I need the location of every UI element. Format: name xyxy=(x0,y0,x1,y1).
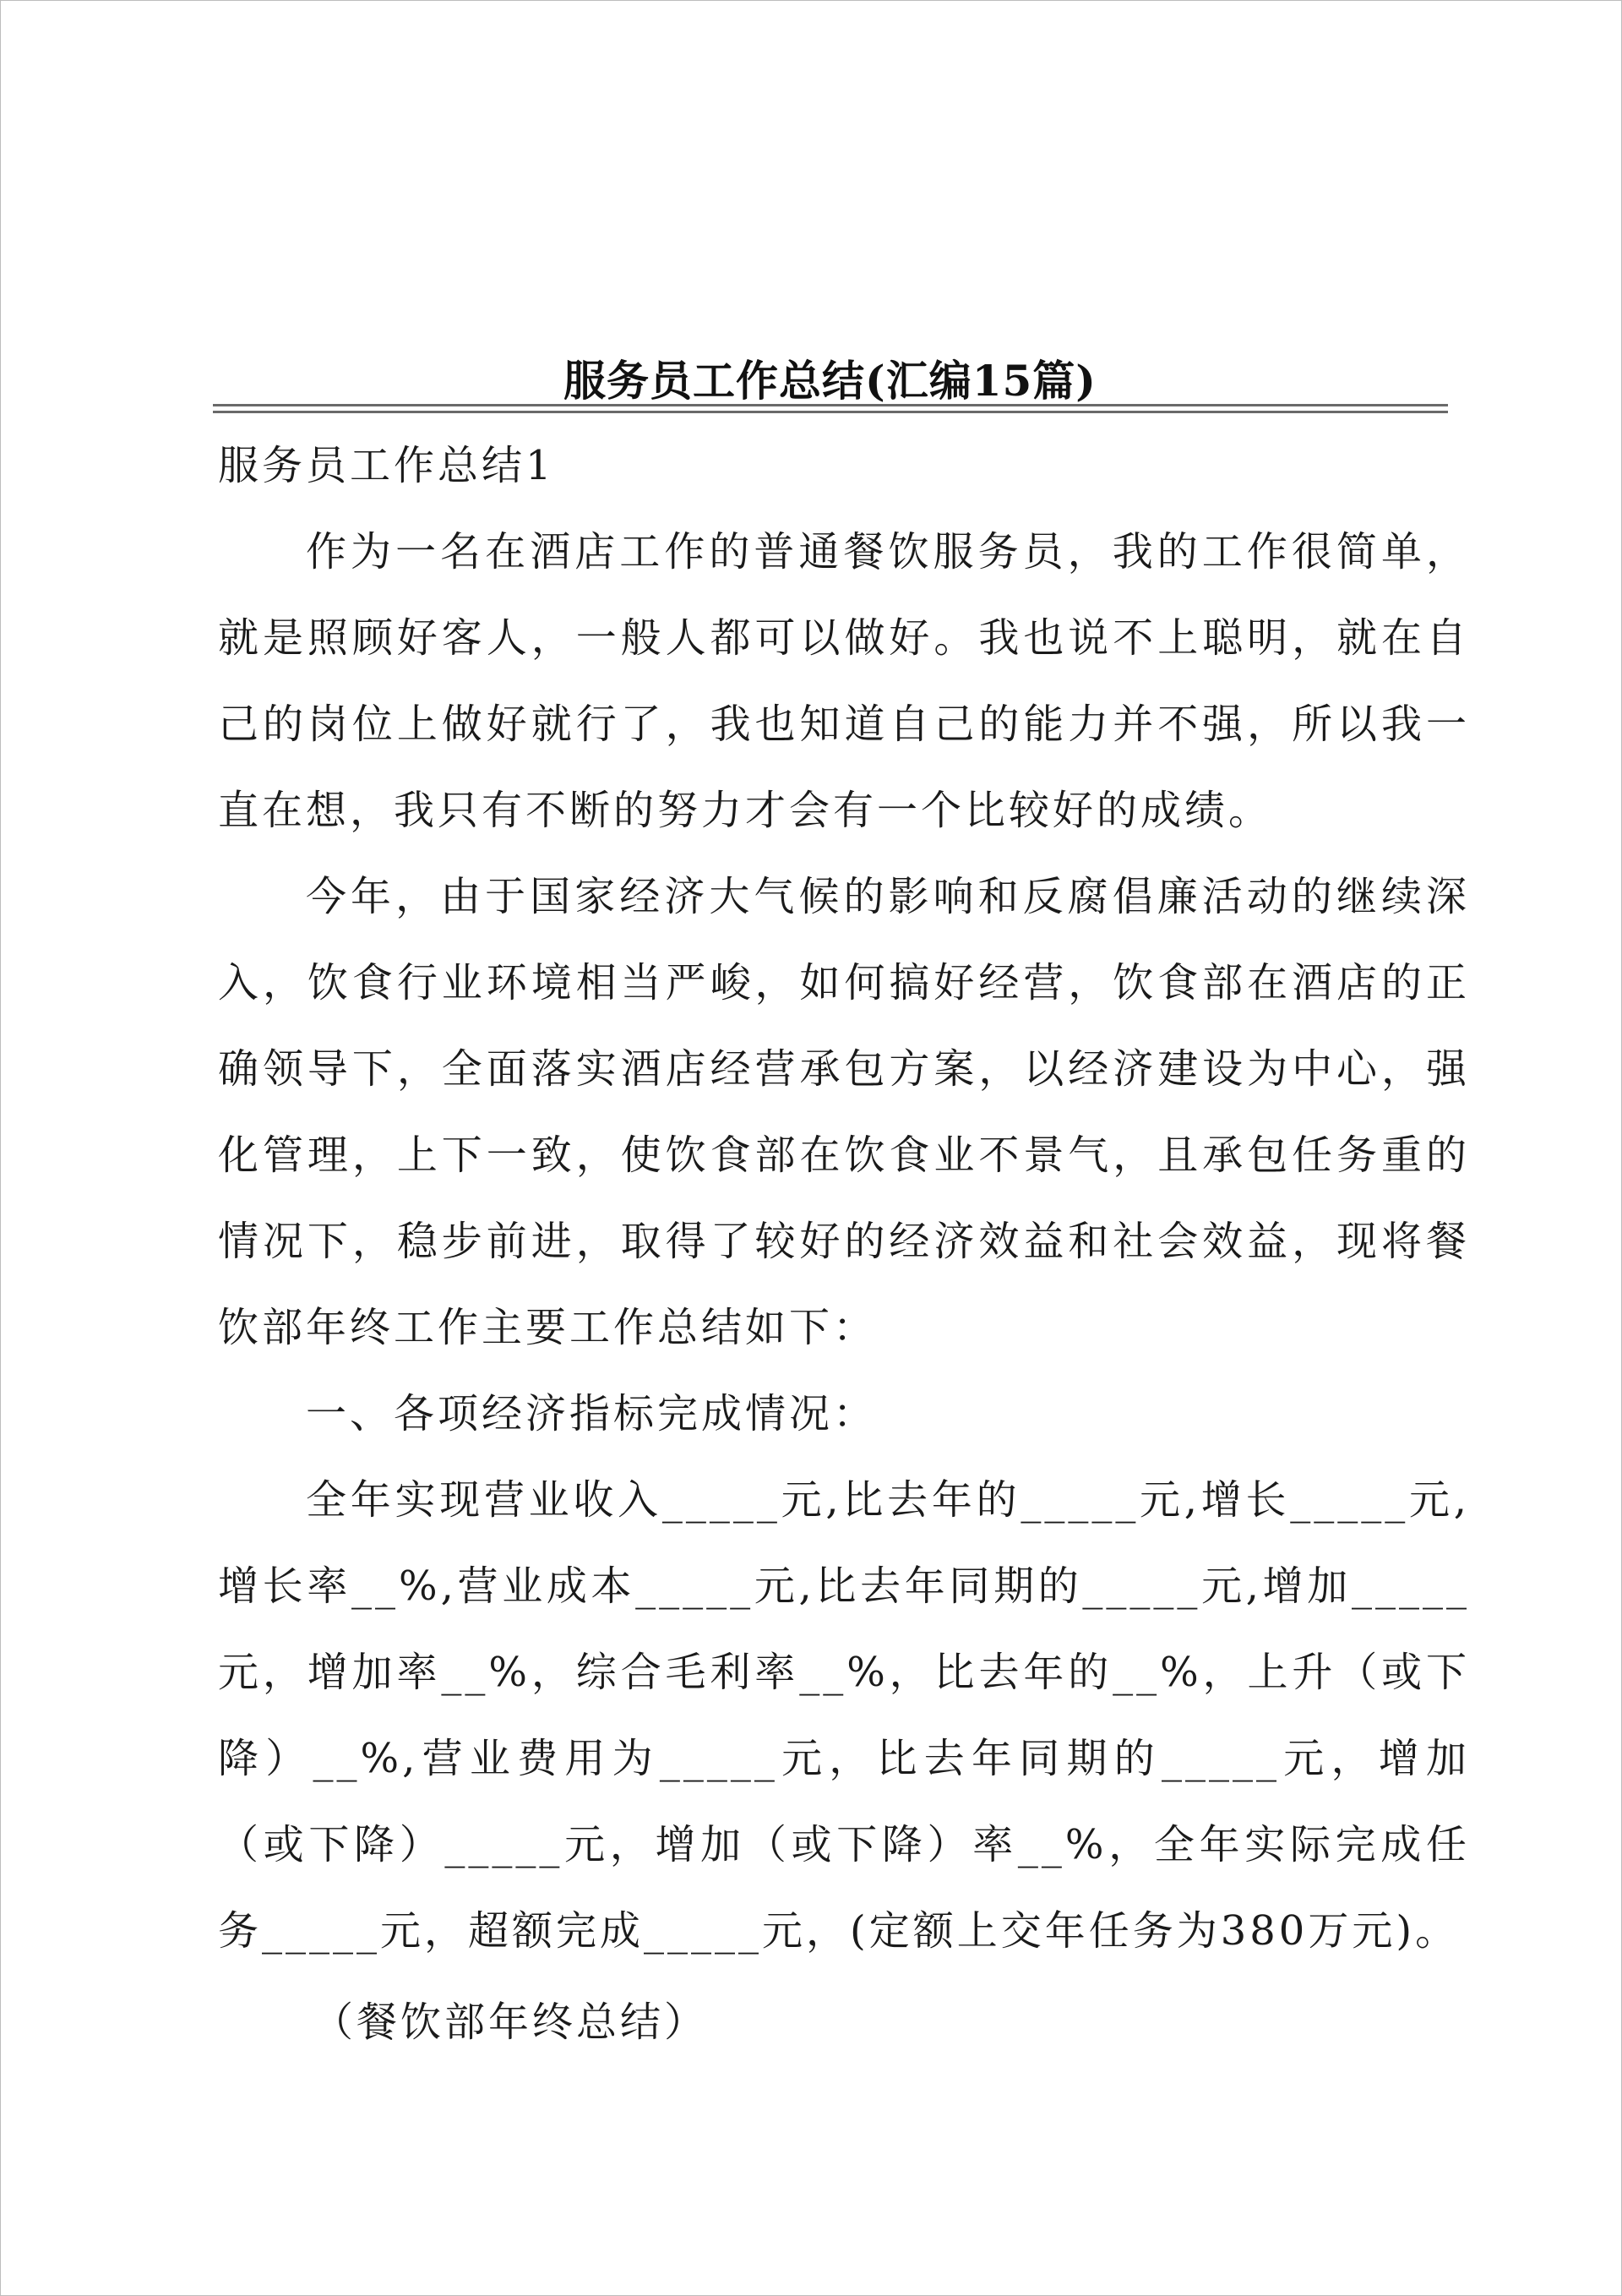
paragraph-overview: 今年，由于国家经济大气候的影响和反腐倡廉活动的继续深入，饮食行业环境相当严峻，如何搞好经营，饮食部在酒店的正确领导下，全面落实酒店经营承包方案，以经济建设为中心，强化管理，上下一致，使饮食部在饮食业不景气，且承包任务重的情况下，稳步前进，取得了较好的经济效益和社会效益，现将餐饮部年终工作主要工作总结如下： xyxy=(218,873,1470,1351)
paragraph-intro: 作为一名在酒店工作的普通餐饮服务员，我的工作很简单，就是照顾好客人，一般人都可以做好。我也说不上聪明，就在自己的岗位上做好就行了，我也知道自己的能力并不强，所以我一直在想，我只有不断的努力才会有一个比较好的成绩。 xyxy=(218,528,1470,834)
document-body xyxy=(218,423,1470,2065)
title-double-rule xyxy=(213,404,1448,413)
paragraph-indicators: 全年实现营业收入_____元,比去年的_____元,增长_____元,增长率__%,营业成本_____元,比去年同期的_____元,增加_____元，增加率__%，综合毛利率__%，比去年的__%，上升（或下降）__%,营业费用为_____元，比去年同期的_____元，增加（或下降）_____元，增加（或下降）率__%，全年实际完成任务_____元，超额完成_____元，(定额上交年任务为380万元)。 xyxy=(218,1476,1470,1955)
section-heading: 服务员工作总结1 xyxy=(218,442,555,489)
paragraph-note: （餐饮部年终总结） xyxy=(313,1999,709,2046)
document-title: 服务员工作总结(汇编15篇) xyxy=(563,355,1097,406)
paragraph-subheading: 一、各项经济指标完成情况： xyxy=(306,1390,878,1437)
